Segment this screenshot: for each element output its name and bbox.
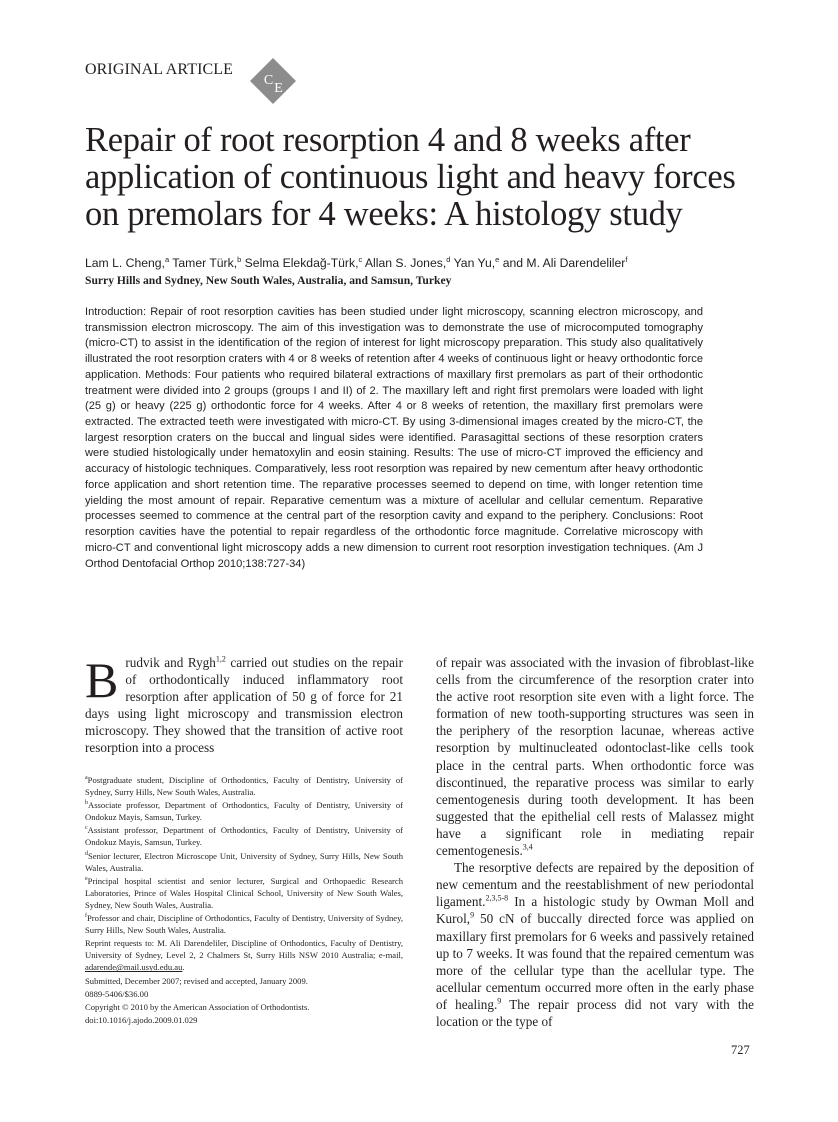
footnote-mark: c xyxy=(85,825,88,832)
footnote-mark: a xyxy=(85,775,88,782)
author-mark: f xyxy=(625,255,628,264)
footnote-e xyxy=(85,875,403,911)
footnote-text: Professor and chair, Discipline of Orthodontics, Faculty of Dentistry, University of Sydney, Surry Hills, New South Wales, Australia. xyxy=(85,913,403,936)
footnote-b xyxy=(85,799,403,823)
citation: 1,2 xyxy=(215,654,226,664)
footnote-text: Assistant professor, Department of Orthodontics, Faculty of Dentistry, University of Ondokuz Mayis, Samsun, Turkey. xyxy=(85,825,403,848)
ce-badge-e: E xyxy=(274,81,283,96)
footnote-mark: d xyxy=(85,850,88,857)
footnote-d xyxy=(85,850,403,874)
body-column-right xyxy=(436,654,754,1030)
paragraph-text: In a histologic study by Owman Moll and Kurol, xyxy=(436,894,754,927)
body-column-left xyxy=(85,654,403,756)
footnote-mark: e xyxy=(85,875,88,882)
author-name: Yan Yu, xyxy=(453,256,496,271)
reprint-end: . xyxy=(182,962,185,973)
doi: doi:10.1016/j.ajodo.2009.01.029 xyxy=(85,1014,198,1025)
abstract: Introduction: Repair of root resorption cavities has been studied under light microscopy, scanning electron microscopy, and transmission electron microscopy. The aim of this investigation was to demonstrate the use of microcomputed tomography (micro-CT) to assist in the identification of the region of interest for light microscopy preparation. This study also qualitatively illustrated the root resorption craters with 4 or 8 weeks of retention after 4 weeks of continuous light or heavy orthodontic force application. Methods: Four patients who required bilateral extractions of maxillary first premolars as part of their orthodontic treatment were divided into 2 groups (groups I and II) of 2. The maxillary left and right first premolars were loaded with light (25 g) or heavy (225 g) orthodontic force for 4 weeks. After 4 or 8 weeks of retention, the maxillary first premolars were extracted. The extracted teeth were investigated with micro-CT. By using 3-dimensional images created by the micro-CT, the largest resorption craters on the buccal and lingual sides were identified. Parasagittal sections of these resorption craters were studied histologically under hematoxylin and eosin staining. Results: The use of micro-CT improved the efficiency and accuracy of histologic techniques. Comparatively, less root resorption was repaired by new cementum after heavy orthodontic force application and short retention time. The reparative processes seemed to depend on time, with longer retention time yielding the most amount of repair. Reparative cementum was a mixture of acellular and cellular cementum. Reparative processes seemed to commence at the central part of the resorption cavity and expand to the periphery. Conclusions: Root resorption cavities have the potential to repair regardless of the orthodontic force magnitude. Correlative microscopy with micro-CT and conventional light microscopy adds a new dimension to current root resorption investigation techniques. (Am J Orthod Dentofacial Orthop 2010;138:727-34) xyxy=(85,306,703,570)
author-name: Allan S. Jones, xyxy=(364,256,447,271)
citation: 9 xyxy=(470,911,475,921)
article-title: Repair of root resorption 4 and 8 weeks after application of continuous light and heavy forces on premolars for 4 weeks: A histology study xyxy=(85,121,736,233)
citation: 9 xyxy=(497,996,502,1006)
citation: 3,4 xyxy=(522,842,533,852)
author-list xyxy=(85,255,765,270)
footnote-mark: f xyxy=(85,913,87,920)
author-mark: d xyxy=(446,255,451,264)
drop-cap: B xyxy=(85,652,119,708)
footnotes xyxy=(85,774,403,1027)
email-link[interactable]: adarende@mail.usyd.edu.au xyxy=(85,962,183,973)
paragraph-text: carried out studies on the repair of orthodontically induced inflammatory root resorption after application of 50 g of force for 21 days using light microscopy and transmission electron microscopy. They showed that the transition of active root resorption into a process xyxy=(85,655,403,756)
paragraph xyxy=(436,859,754,1030)
footnote-f xyxy=(85,912,403,936)
paragraph-text: of repair was associated with the invasion of fibroblast-like cells from the circumference of the resorption crater into the active root resorption site even with a light force. The formation of new tooth-supporting structures was seen in the periphery of the resorption lacunae, whereas active resorption by multinucleated odontoclast-like cells took place in the central parts. When orthodontic force was discontinued, the reparative process was similar to early cementogenesis during tooth development. It has been suggested that the epithelial cell rests of Malassez might have a significant role in mediating repair cementogenesis. xyxy=(436,655,754,859)
paragraph-text: 50 cN of buccally directed force was applied on maxillary first premolars for 6 weeks and passively retained up to 7 weeks. It was found that the repaired cementum was more of the cellular type than the acellular type. The acellular cementum occurred more often in the early phase of healing. xyxy=(436,911,754,1012)
affiliation: Surry Hills and Sydney, New South Wales, Australia, and Samsun, Turkey xyxy=(85,274,452,287)
citation: 2,3,5-8 xyxy=(485,893,509,903)
footnote-text: Postgraduate student, Discipline of Orthodontics, Faculty of Dentistry, University of Sydney, Surry Hills, New South Wales, Australia. xyxy=(85,775,403,798)
paragraph-text: rudvik and Rygh xyxy=(125,655,216,670)
footnote-text: Principal hospital scientist and senior lecturer, Surgical and Orthopaedic Research Laboratories, Prince of Wales Hospital Clinical School, University of New South Wales, Sydney, New South Wales, Australia. xyxy=(85,875,403,910)
footnote-a xyxy=(85,774,403,798)
reprint-requests xyxy=(85,937,403,973)
reprint-text: Reprint requests to: M. Ali Darendeliler, Discipline of Orthodontics, Faculty of Dentistry, University of Sydney, Level 2, 2 Chalmers St, Surry Hills NSW 2010 Australia; e-mail, xyxy=(85,938,403,961)
author-name: and M. Ali Darendeliler xyxy=(502,256,626,271)
author-name: Selma Elekdağ-Türk, xyxy=(244,256,359,271)
author-name: Lam L. Cheng, xyxy=(85,256,165,271)
section-label: ORIGINAL ARTICLE xyxy=(85,61,234,78)
author-mark: e xyxy=(495,255,500,264)
copyright: Copyright © 2010 by the American Association of Orthodontists. xyxy=(85,1001,310,1012)
footnote-text: Associate professor, Department of Orthodontics, Faculty of Dentistry, University of Ondokuz Mayis, Samsun, Turkey. xyxy=(85,800,403,823)
author-mark: c xyxy=(358,255,363,264)
footnote-mark: b xyxy=(85,800,88,807)
footnote-c xyxy=(85,824,403,848)
author-mark: b xyxy=(237,255,242,264)
issn: 0889-5406/$36.00 xyxy=(85,988,149,999)
submission-dates: Submitted, December 2007; revised and accepted, January 2009. xyxy=(85,975,308,986)
author-mark: a xyxy=(164,255,170,264)
ce-badge-c: C xyxy=(263,73,274,88)
paragraph-text: The resorptive defects are repaired by the deposition of new cementum and the reestablishment of new periodontal ligament. xyxy=(436,860,754,910)
paragraph-text: The repair process did not vary with the location or the type of xyxy=(436,996,754,1029)
ce-badge-icon xyxy=(249,57,297,105)
paragraph xyxy=(436,654,754,859)
author-name: Tamer Türk, xyxy=(172,256,238,271)
footnote-text: Senior lecturer, Electron Microscope Unit, University of Sydney, Surry Hills, New South Wales, Australia. xyxy=(85,850,403,873)
page-number: 727 xyxy=(731,1043,750,1057)
